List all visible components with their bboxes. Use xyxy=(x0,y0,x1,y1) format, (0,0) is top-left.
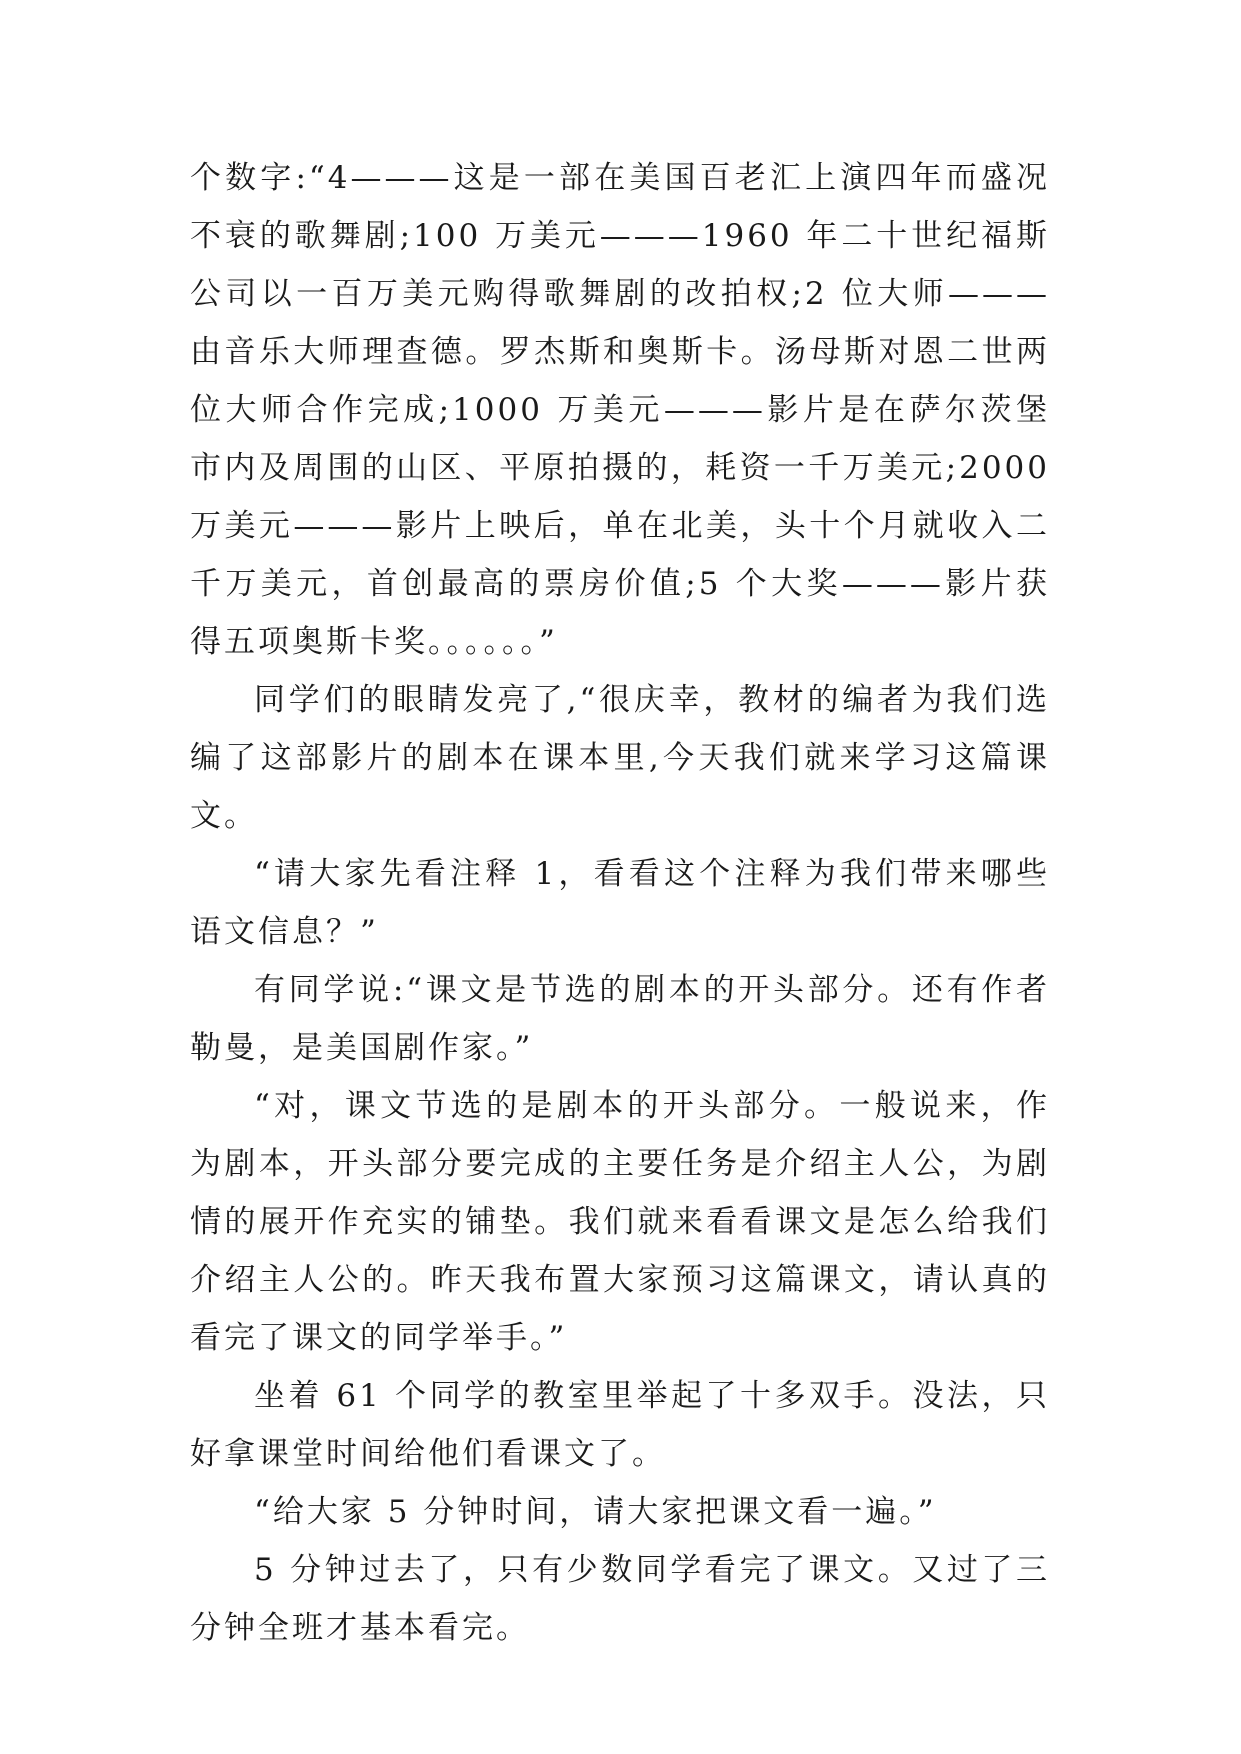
document-body xyxy=(190,149,1050,1657)
paragraph-five-minutes: “给大家 5 分钟时间，请大家把课文看一遍。” xyxy=(254,1494,937,1530)
paragraph-time-passed: 5 分钟过去了，只有少数同学看完了课文。又过了三分钟全班才基本看完。 xyxy=(190,1552,1050,1646)
paragraph-note-question: “请大家先看注释 1，看看这个注释为我们带来哪些语文信息？” xyxy=(190,856,1050,950)
paragraph-student-answer: 有同学说:“课文是节选的剧本的开头部分。还有作者勒曼，是美国剧作家。” xyxy=(190,972,1050,1066)
paragraph-students-eyes: 同学们的眼睛发亮了,“很庆幸，教材的编者为我们选编了这部影片的剧本在课本里,今天我们就来学习这篇课文。 xyxy=(190,682,1050,834)
paragraph-numbers-list: 个数字:“4———这是一部在美国百老汇上演四年而盛况不衰的歌舞剧;100 万美元———1960 年二十世纪福斯公司以一百万美元购得歌舞剧的改拍权;2 位大师———由音乐大师理查德。罗杰斯和奥斯卡。汤母斯对恩二世两位大师合作完成;1000 万美元———影片是在萨尔茨堡市内及周围的山区、平原拍摄的，耗资一千万美元;2000 万美元———影片上映后，单在北美，头十个月就收入二千万美元，首创最高的票房价值;5 个大奖———影片获得五项奥斯卡奖。。。。。。” xyxy=(190,160,1050,660)
paragraph-classroom-hands: 坐着 61 个同学的教室里举起了十多双手。没法，只好拿课堂时间给他们看课文了。 xyxy=(190,1378,1050,1472)
paragraph-teacher-explanation: “对，课文节选的是剧本的开头部分。一般说来，作为剧本，开头部分要完成的主要任务是介绍主人公，为剧情的展开作充实的铺垫。我们就来看看课文是怎么给我们介绍主人公的。昨天我布置大家预习这篇课文，请认真的看完了课文的同学举手。” xyxy=(190,1088,1050,1356)
